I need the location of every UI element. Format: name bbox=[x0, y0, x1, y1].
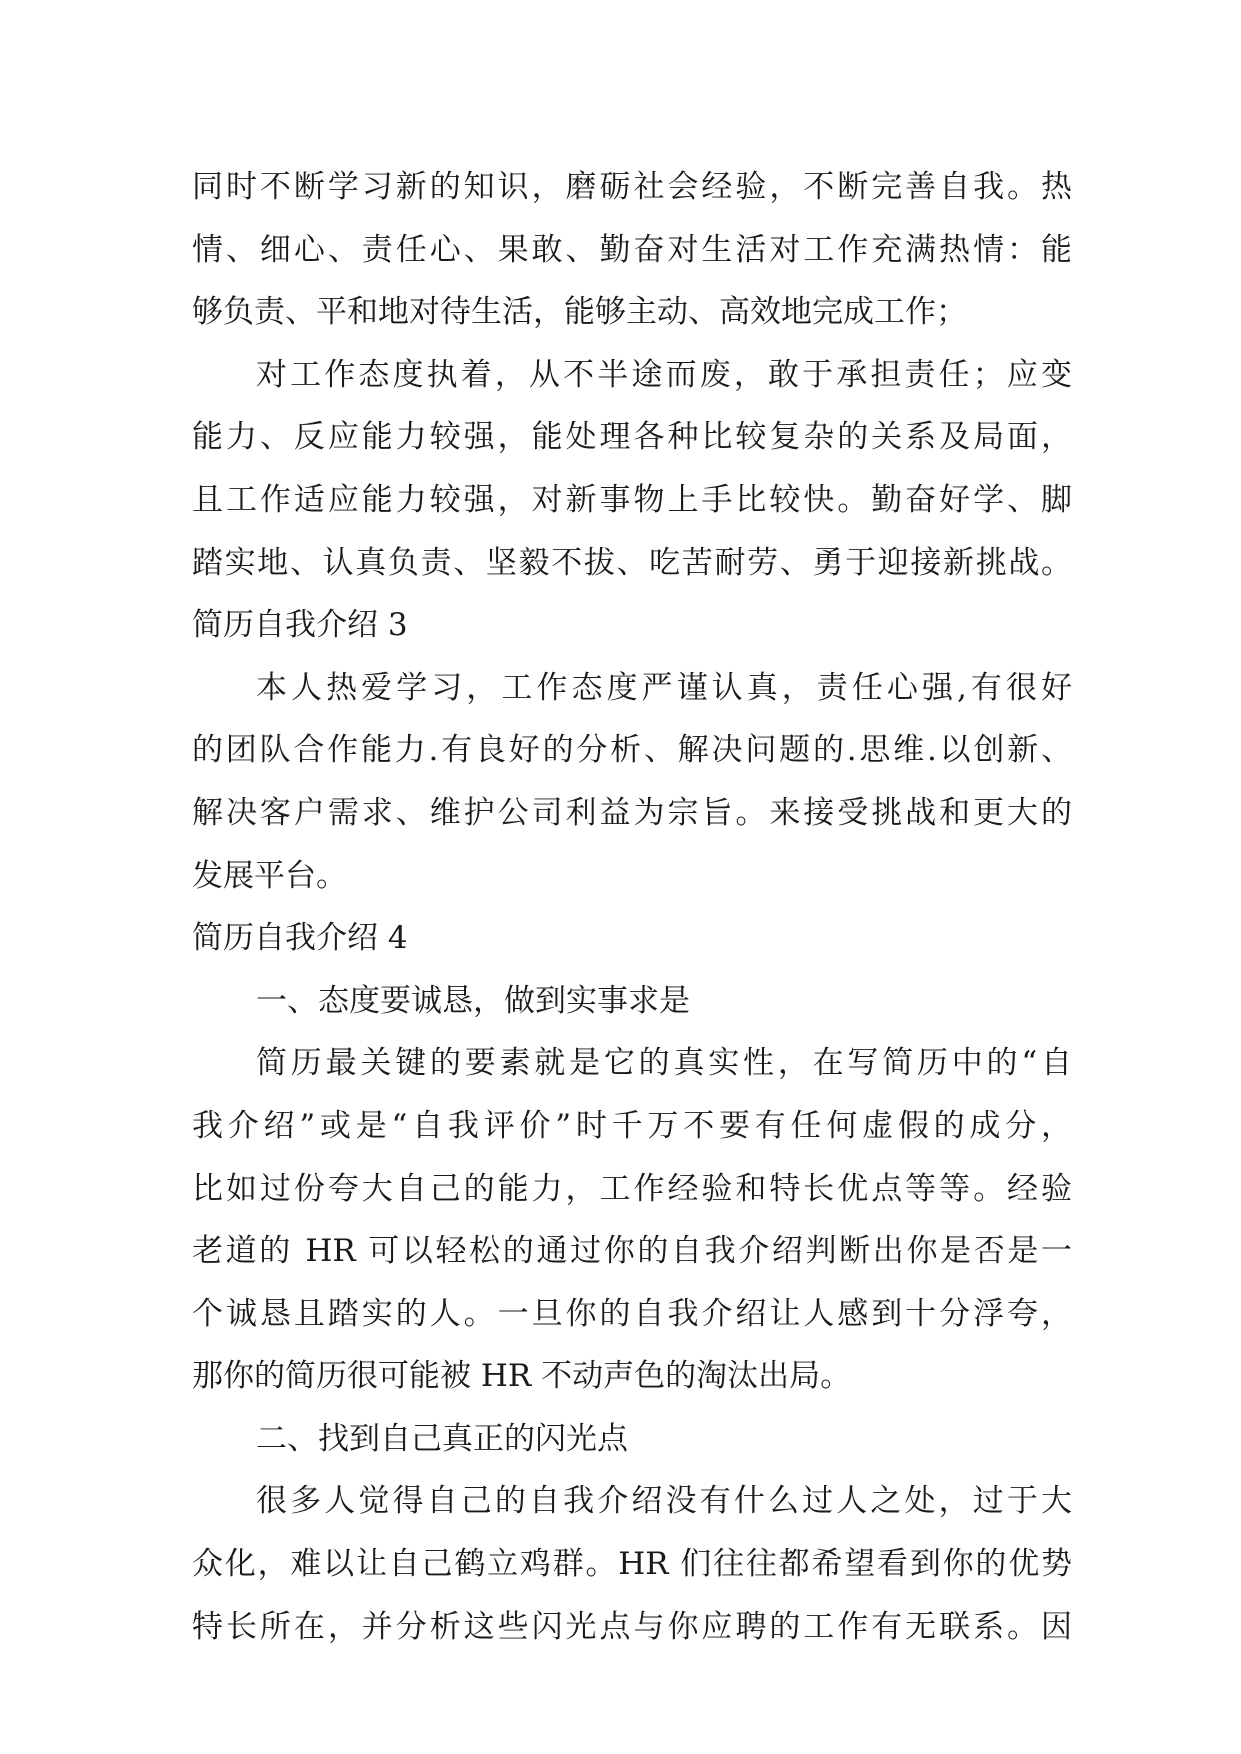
subheading: 一、态度要诚恳，做到实事求是 bbox=[256, 982, 690, 1019]
text-line: 解决客户需求、维护公司利益为宗旨。来接受挑战和更大的 bbox=[192, 794, 1072, 831]
section-heading: 简历自我介绍 3 bbox=[192, 607, 408, 644]
text-line: 个诚恳且踏实的人。一旦你的自我介绍让人感到十分浮夸， bbox=[192, 1295, 1072, 1332]
subheading: 二、找到自己真正的闪光点 bbox=[256, 1420, 628, 1457]
paragraph-first-line: 很多人觉得自己的自我介绍没有什么过人之处，过于大 bbox=[256, 1483, 1072, 1520]
paragraph-first-line: 对工作态度执着，从不半途而废，敢于承担责任；应变 bbox=[256, 356, 1072, 393]
text-line: 我介绍”或是“自我评价”时千万不要有任何虚假的成分， bbox=[192, 1107, 1072, 1144]
document-body bbox=[192, 156, 1072, 1658]
text-line: 比如过份夸大自己的能力，工作经验和特长优点等等。经验 bbox=[192, 1170, 1072, 1207]
paragraph-first-line: 本人热爱学习，工作态度严谨认真，责任心强,有很好 bbox=[256, 669, 1072, 706]
text-line: 同时不断学习新的知识，磨砺社会经验，不断完善自我。热 bbox=[192, 169, 1072, 205]
text-line: 够负责、平和地对待生活，能够主动、高效地完成工作； bbox=[192, 294, 967, 331]
section-heading: 简历自我介绍 4 bbox=[192, 920, 408, 957]
paragraph-first-line: 简历最关键的要素就是它的真实性，在写简历中的“自 bbox=[256, 1045, 1072, 1082]
text-line: 众化，难以让自己鹤立鸡群。HR 们往往都希望看到你的优势 bbox=[192, 1546, 1072, 1583]
text-line: 的团队合作能力.有良好的分析、解决问题的.思维.以创新、 bbox=[192, 732, 1072, 769]
text-line: 踏实地、认真负责、坚毅不拔、吃苦耐劳、勇于迎接新挑战。 bbox=[192, 544, 1072, 581]
text-line: 情、细心、责任心、果敢、勤奋对生活对工作充满热情：能 bbox=[192, 231, 1072, 268]
text-line: 发展平台。 bbox=[192, 857, 347, 894]
text-line: 那你的简历很可能被 HR 不动声色的淘汰出局。 bbox=[192, 1358, 852, 1395]
text-line: 且工作适应能力较强，对新事物上手比较快。勤奋好学、脚 bbox=[192, 481, 1072, 518]
text-line: 特长所在，并分析这些闪光点与你应聘的工作有无联系。因 bbox=[192, 1608, 1072, 1645]
text-line: 能力、反应能力较强，能处理各种比较复杂的关系及局面， bbox=[192, 419, 1072, 456]
text-line: 老道的 HR 可以轻松的通过你的自我介绍判断出你是否是一 bbox=[192, 1233, 1072, 1270]
